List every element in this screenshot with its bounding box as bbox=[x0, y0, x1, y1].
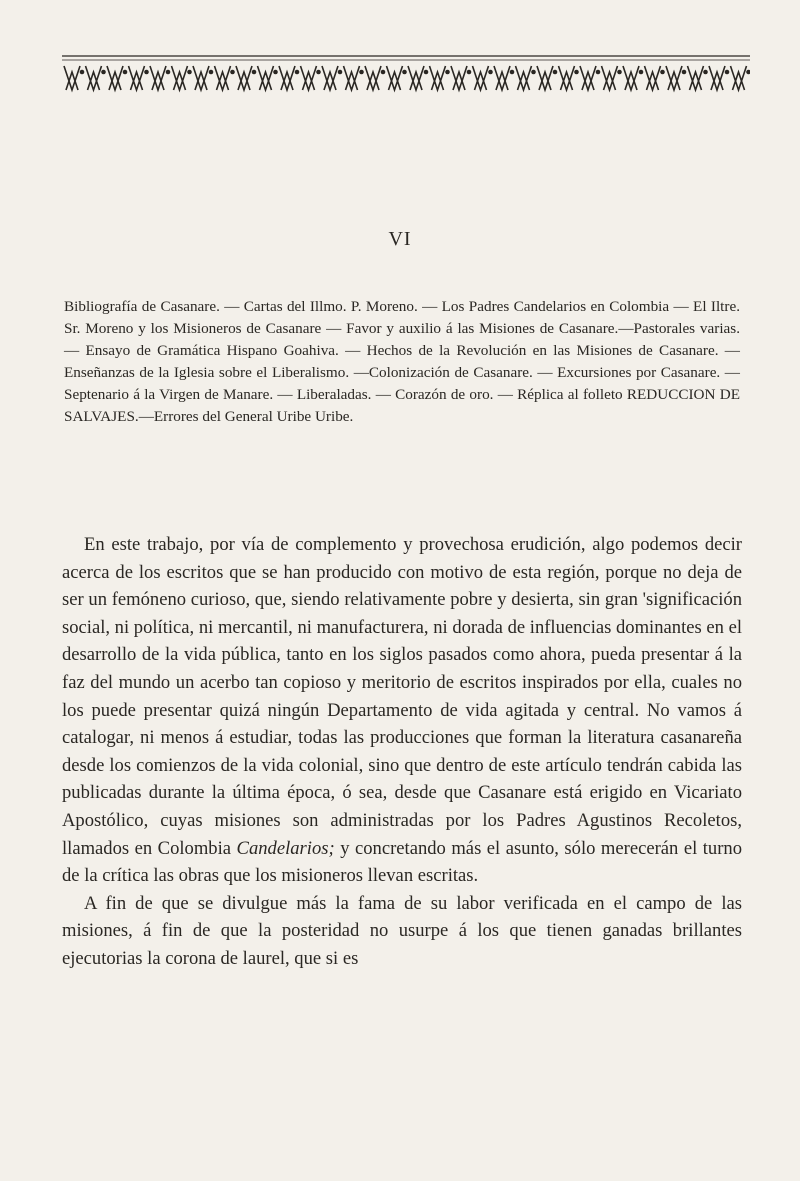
ornament-dot bbox=[703, 70, 708, 75]
ornament-dot bbox=[424, 70, 429, 75]
paragraph-1-text: En este trabajo, por vía de complemento y provechosa erudición, algo podemos decir acerca de los escritos que se han producido con motivo de esta región, porque no deja de ser un femóneno curioso, que, siendo relativamente pobre y desierta, sin gran 'significación social, ni política, ni mercantil, ni manufacturera, ni dorada de influencias dominantes en el desarrollo de la vida pública, tanto en los siglos pasados como ahora, pueda presentar á la faz del mundo un acerbo tan copioso y meritorio de escritos inspirados por ella, cuales no los puede presentar quizá ningún Departamento de vida agitada y central. No vamos á catalogar, ni menos á estudiar, todas las producciones que forman la literatura casanareña desde los comienzos de la vida colonial, sino que dentro de este artículo tendrán cabida las publicadas durante la última época, ó sea, desde que Casanare está erigido en Vicariato Apostólico, cuyas misiones son administradas por los Padres Agustinos Recoletos, llamados en Colombia bbox=[62, 534, 742, 859]
ornament-chevron bbox=[709, 66, 725, 90]
ornament-chevron bbox=[301, 66, 317, 90]
paragraph-1-continuation: y concretando más el asunto, sólo merecerán el turno de la crítica las obras que los misioneros llevan escritas. bbox=[62, 837, 743, 887]
ornament-dot bbox=[359, 70, 364, 75]
ornament-chevron bbox=[279, 66, 295, 90]
ornament-chevron bbox=[494, 66, 510, 90]
ornament-dot bbox=[488, 70, 493, 75]
ornament-chevron bbox=[193, 66, 209, 90]
ornament-chevron bbox=[258, 66, 274, 90]
ornament-chevron bbox=[580, 66, 596, 90]
ornament-chevron bbox=[688, 66, 704, 90]
ornament-chevron bbox=[516, 66, 532, 90]
ornament-chevron bbox=[408, 66, 424, 90]
ornament-dot bbox=[596, 70, 601, 75]
ornament-dot bbox=[574, 70, 579, 75]
ornament-chevron bbox=[236, 66, 252, 90]
ornament-dot bbox=[381, 70, 386, 75]
chapter-number: VI bbox=[388, 228, 412, 250]
ornament-chevron bbox=[365, 66, 381, 90]
ornament-chevron bbox=[172, 66, 188, 90]
paragraph-1 bbox=[62, 531, 742, 890]
ornament-dot bbox=[209, 70, 214, 75]
ornament-chevron bbox=[129, 66, 145, 90]
ornament-chevron bbox=[645, 66, 661, 90]
ornament-dot bbox=[101, 70, 106, 75]
ornament-dot bbox=[252, 70, 257, 75]
ornament-chevron bbox=[430, 66, 446, 90]
ornament-chevron bbox=[559, 66, 575, 90]
ornament-dot bbox=[295, 70, 300, 75]
ornament-chevron bbox=[451, 66, 467, 90]
ornament-dot bbox=[510, 70, 515, 75]
chapter-summary: Bibliografía de Casanare. — Cartas del Illmo. P. Moreno. — Los Padres Candelarios en Colombia — El Iltre. Sr. Moreno y los Misioneros de Casanare — Favor y auxilio á las Misiones de Casanare.—Pastorales varias. — Ensayo de Gramática Hispano Goahiva. — Hechos de la Revolución en las Misiones de Casanare. — Enseñanzas de la Iglesia sobre el Liberalismo. —Colonización de Casanare. — Excursiones por Casanare. — Septenario á la Virgen de Manare. — Liberaladas. — Corazón de oro. — Réplica al folleto REDUCCION DE SALVAJES.—Errores del General Uribe Uribe. bbox=[64, 298, 740, 425]
ornament-chevron bbox=[537, 66, 553, 90]
ornament-chevron bbox=[623, 66, 639, 90]
ornament-chevron bbox=[86, 66, 102, 90]
ornament-chevron bbox=[107, 66, 123, 90]
ornament-dot bbox=[660, 70, 665, 75]
paragraph-1-italic: Candelarios; bbox=[236, 837, 335, 859]
ornament-dot bbox=[338, 70, 343, 75]
ornament-dot bbox=[123, 70, 128, 75]
ornament-chevron bbox=[322, 66, 338, 90]
ornament-chevron bbox=[666, 66, 682, 90]
ornament-dot bbox=[445, 70, 450, 75]
ornament-dot bbox=[682, 70, 687, 75]
ornament-dot bbox=[230, 70, 235, 75]
paragraph-2: A fin de que se divulgue más la fama de su labor verificada en el campo de las misiones, á fin de que la posteridad no usurpe á los que tienen ganadas brillantes ejecutorias la corona de laurel, que si es bbox=[62, 892, 742, 969]
ornament-chevron bbox=[602, 66, 618, 90]
ornament-dot bbox=[187, 70, 192, 75]
main-text bbox=[62, 531, 742, 973]
ornament-dot bbox=[80, 70, 85, 75]
ornament-dot bbox=[617, 70, 622, 75]
ornament-chevron bbox=[344, 66, 360, 90]
ornament-chevron bbox=[150, 66, 166, 90]
ornament-chevron bbox=[387, 66, 403, 90]
ornament-dot bbox=[531, 70, 536, 75]
ornament-chevron bbox=[64, 66, 80, 90]
ornament-dot bbox=[746, 70, 750, 75]
decorative-border-ornament bbox=[62, 54, 750, 94]
ornament-chevron bbox=[215, 66, 231, 90]
ornament-dot bbox=[273, 70, 278, 75]
ornament-dot bbox=[316, 70, 321, 75]
ornament-dot bbox=[166, 70, 171, 75]
ornament-dot bbox=[553, 70, 558, 75]
ornament-dot bbox=[402, 70, 407, 75]
ornament-dot bbox=[725, 70, 730, 75]
ornament-chevron bbox=[731, 66, 747, 90]
ornament-dot bbox=[144, 70, 149, 75]
ornament-dot bbox=[467, 70, 472, 75]
ornament-dot bbox=[639, 70, 644, 75]
ornament-chevron bbox=[473, 66, 489, 90]
